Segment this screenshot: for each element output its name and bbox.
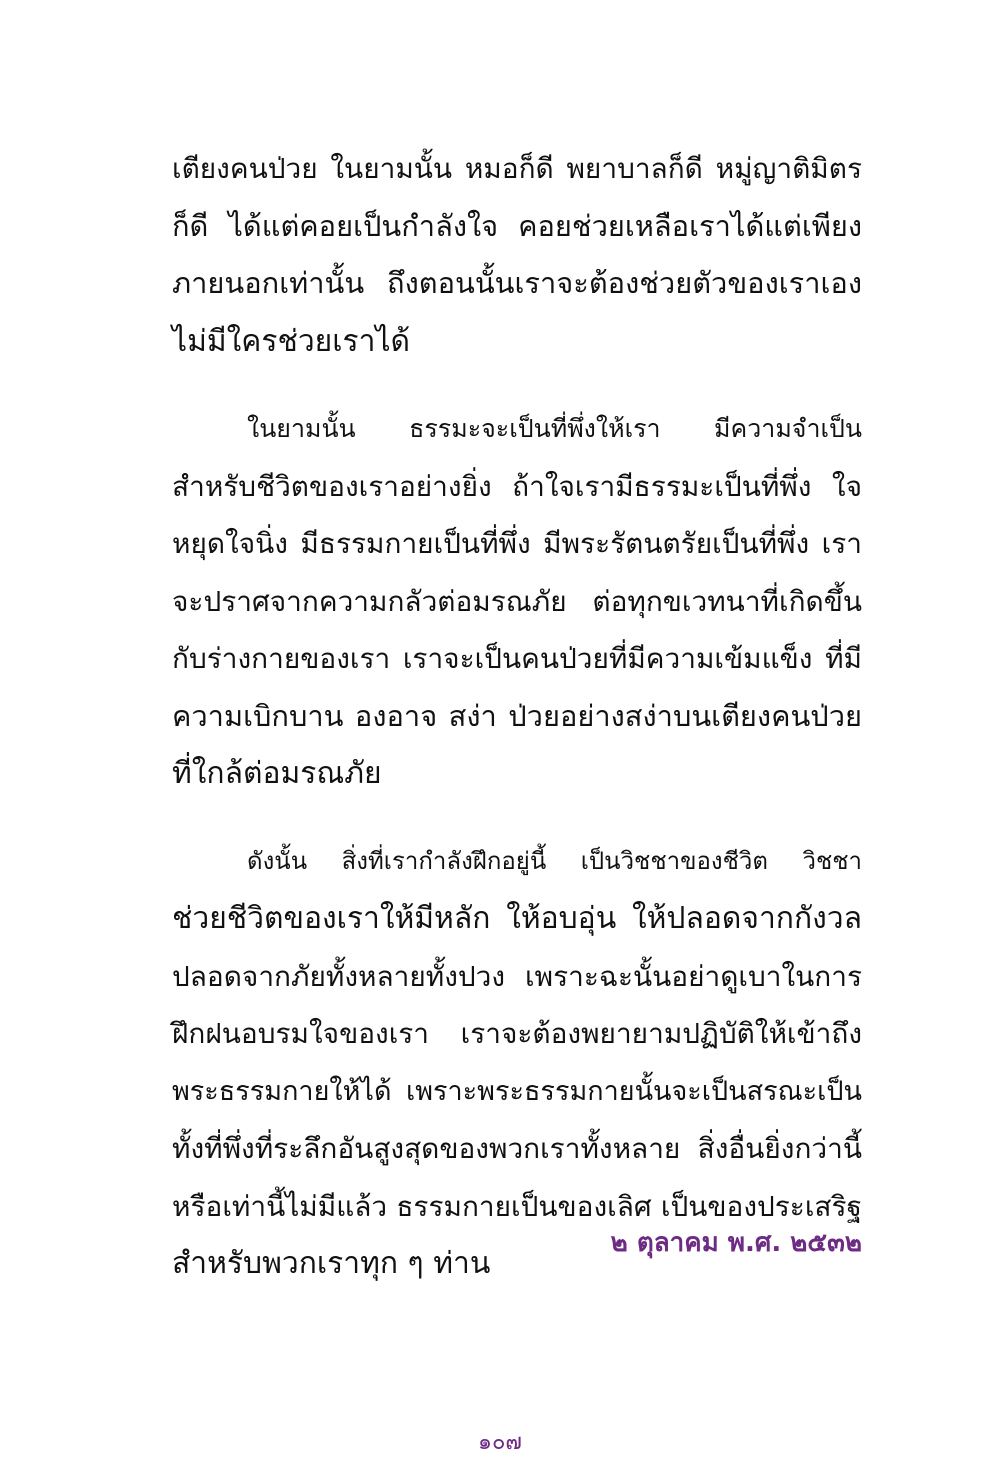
text-line: หรือเท่านี้ไม่มีแล้ว ธรรมกายเป็นของเลิศ เป็นของประเสริฐ: [172, 1189, 862, 1223]
text-line: เตียงคนป่วย ในยามนั้น หมอก็ดี พยาบาลก็ดี หมู่ญาติมิตร: [172, 152, 862, 185]
date-line: ๒ ตุลาคม พ.ศ. ๒๕๓๒: [610, 1228, 862, 1258]
text-line: ก็ดี ได้แต่คอยเป็นกำลังใจ คอยช่วยเหลือเราได้แต่เพียง: [172, 208, 862, 243]
text-line: ความเบิกบาน องอาจ สง่า ป่วยอย่างสง่าบนเตียงคนป่วย: [172, 698, 862, 733]
text-line: ในยามนั้น ธรรมะจะเป็นที่พึ่งให้เรา มีความจำเป็น: [247, 414, 862, 443]
text-line: สำหรับพวกเราทุก ๆ ท่าน: [172, 1246, 491, 1281]
page-body: [172, 140, 862, 1293]
text-line: กับร่างกายของเรา เราจะเป็นคนป่วยที่มีความเข้มแข็ง ที่มี: [172, 642, 862, 675]
text-line: ฝึกฝนอบรมใจของเรา เราจะต้องพยายามปฏิบัติให้เข้าถึง: [172, 1017, 862, 1050]
text-line: ปลอดจากภัยทั้งหลายทั้งปวง เพราะฉะนั้นอย่าดูเบาในการ: [172, 959, 862, 993]
text-line: หยุดใจนิ่ง มีธรรมกายเป็นที่พึ่ง มีพระรัตนตรัยเป็นที่พึ่ง เรา: [172, 527, 862, 560]
text-line: ช่วยชีวิตของเราให้มีหลัก ให้อบอุ่น ให้ปลอดจากกังวล: [172, 901, 862, 936]
text-line: สำหรับชีวิตของเราอย่างยิ่ง ถ้าใจเรามีธรรมะเป็นที่พึ่ง ใจ: [172, 469, 862, 503]
paragraph-2: [172, 400, 862, 803]
text-line: ไม่มีใครช่วยเราได้: [172, 323, 411, 359]
page-number: ๑๐๗: [478, 1430, 522, 1455]
text-line: ภายนอกเท่านั้น ถึงตอนนั้นเราจะต้องช่วยตัวของเราเอง: [172, 266, 862, 300]
text-line: ทั้งที่พึ่งที่ระลึกอันสูงสุดของพวกเราทั้งหลาย สิ่งอื่นยิ่งกว่านี้: [172, 1132, 862, 1165]
paragraph-1: [172, 140, 862, 370]
text-line: ที่ใกล้ต่อมรณภัย: [172, 756, 382, 791]
text-line: จะปราศจากความกลัวต่อมรณภัย ต่อทุกขเวทนาที่เกิดขึ้น: [172, 584, 862, 618]
text-line: พระธรรมกายให้ได้ เพราะพระธรรมกายนั้นจะเป็นสรณะเป็น: [172, 1075, 862, 1107]
text-line: ดังนั้น สิ่งที่เรากำลังฝึกอยู่นี้ เป็นวิชชาของชีวิต วิชชา: [247, 846, 862, 875]
